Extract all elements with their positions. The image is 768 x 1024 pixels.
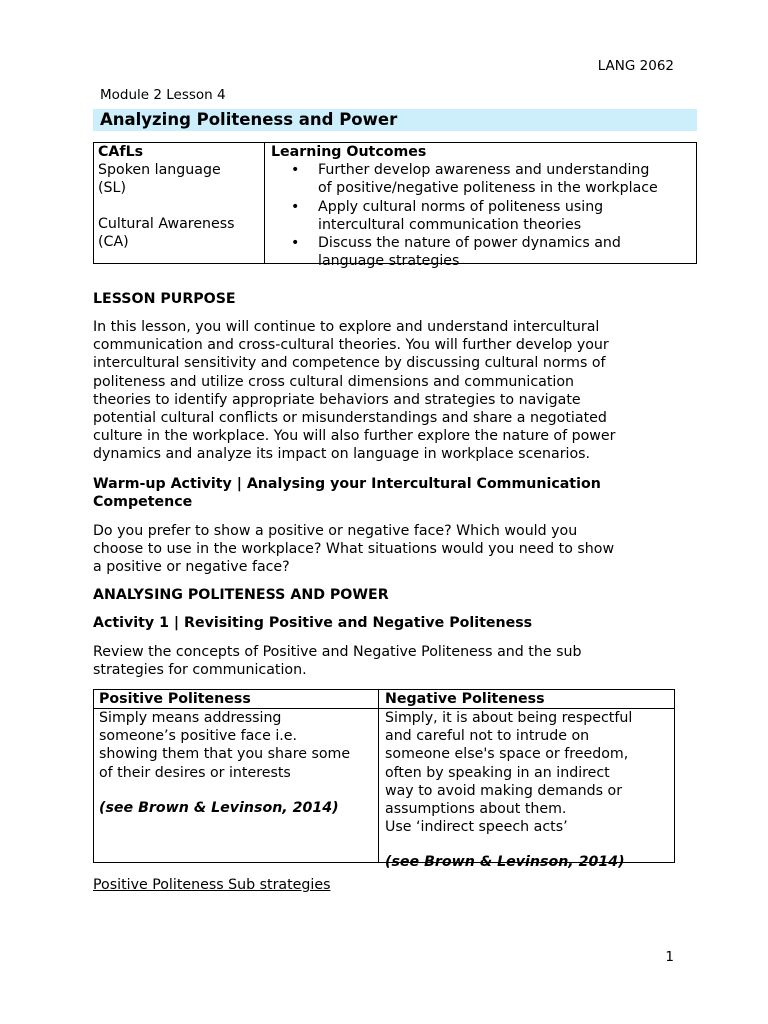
outcome-item: [271, 234, 696, 270]
cell-line: and careful not to intrude on: [385, 728, 590, 745]
negative-citation: (see Brown & Levinson, 2014): [385, 854, 625, 871]
cell-line: often by speaking in an indirect: [385, 764, 610, 781]
paragraph-line: a positive or negative face?: [93, 559, 290, 576]
heading-line: Competence: [93, 494, 193, 511]
positive-citation: (see Brown & Levinson, 2014): [99, 799, 339, 816]
paragraph-line: culture in the workplace. You will also further explore the nature of power: [93, 428, 616, 445]
outcome-line: intercultural communication theories: [318, 216, 582, 233]
paragraph-line: Review the concepts of Positive and Negative Politeness and the sub: [93, 644, 582, 660]
outcome-item: [271, 161, 696, 197]
negative-politeness-cell: [379, 709, 674, 871]
learning-outcomes-header: Learning Outcomes: [271, 144, 427, 160]
warmup-heading: [93, 475, 601, 511]
indirect-speech-acts-note: Use ‘indirect speech acts’: [385, 819, 568, 836]
outcome-line: • Discuss the nature of power dynamics and: [318, 235, 621, 252]
cell-line: Simply means addressing: [99, 710, 282, 726]
negative-politeness-header: Negative Politeness: [385, 691, 545, 707]
cafls-header: CAfLs: [98, 144, 144, 160]
positive-substrategies-heading: Positive Politeness Sub strategies: [93, 877, 331, 893]
cell-line: of their desires or interests: [99, 764, 291, 781]
cell-line: showing them that you share some: [99, 746, 351, 763]
politeness-table-body: [94, 709, 674, 871]
paragraph-line: potential cultural conflicts or misunderstandings and share a negotiated: [93, 410, 607, 427]
course-code: LANG 2062: [597, 58, 674, 74]
cell-line: Simply, it is about being respectful: [385, 710, 633, 726]
lesson-purpose-paragraph: [93, 318, 703, 464]
paragraph-line: dynamics and analyze its impact on language in workplace scenarios.: [93, 446, 591, 463]
cafl-item: Spoken language: [98, 162, 221, 179]
paragraph-line: politeness and utilize cross cultural dimensions and communication: [93, 373, 575, 390]
paragraph-line: theories to identify appropriate behaviors and strategies to navigate: [93, 391, 581, 408]
paragraph-line: choose to use in the workplace? What situations would you need to show: [93, 541, 615, 558]
activity1-paragraph: [93, 643, 703, 679]
outcome-line: • Apply cultural norms of politeness using: [318, 198, 604, 215]
learning-outcomes-table: [93, 142, 697, 270]
paragraph-line: strategies for communication.: [93, 662, 307, 679]
cell-line: someone else's space or freedom,: [385, 746, 629, 763]
outcome-item: [271, 198, 696, 234]
outcomes-list: [271, 161, 696, 270]
outcome-line: language strategies: [318, 253, 460, 270]
title-banner: [93, 109, 697, 131]
paragraph-line: communication and cross-cultural theories. You will further develop your: [93, 337, 609, 354]
cell-line: assumptions about them.: [385, 801, 567, 818]
politeness-table-header: [94, 690, 674, 709]
heading-line: Warm-up Activity | Analysing your Intercultural Communication: [93, 476, 601, 492]
paragraph-line: Do you prefer to show a positive or negative face? Which would you: [93, 523, 578, 539]
page-title: Analyzing Politeness and Power: [100, 110, 398, 129]
positive-politeness-header: Positive Politeness: [94, 690, 379, 708]
positive-politeness-cell: [94, 709, 379, 862]
module-lesson-label: Module 2 Lesson 4: [100, 87, 226, 103]
cafls-column: [94, 143, 265, 263]
cafl-item-code: (CA): [98, 233, 129, 250]
warmup-paragraph: [93, 522, 703, 577]
section-heading: ANALYSING POLITENESS AND POWER: [93, 587, 389, 603]
paragraph-line: In this lesson, you will continue to explore and understand intercultural: [93, 319, 600, 335]
page-number: 1: [665, 949, 674, 965]
activity1-heading: Activity 1 | Revisiting Positive and Negative Politeness: [93, 615, 533, 631]
cell-line: someone’s positive face i.e.: [99, 728, 298, 745]
cell-line: way to avoid making demands or: [385, 782, 623, 799]
outcome-line: • Further develop awareness and understanding: [318, 162, 650, 179]
politeness-table: [93, 689, 675, 871]
cafl-item-code: (SL): [98, 180, 126, 197]
outcome-line: of positive/negative politeness in the workplace: [318, 180, 658, 197]
paragraph-line: intercultural sensitivity and competence by discussing cultural norms of: [93, 355, 606, 372]
lesson-purpose-heading: LESSON PURPOSE: [93, 291, 236, 307]
cafl-item: Cultural Awareness: [98, 215, 235, 232]
learning-outcomes-column: [265, 143, 696, 270]
